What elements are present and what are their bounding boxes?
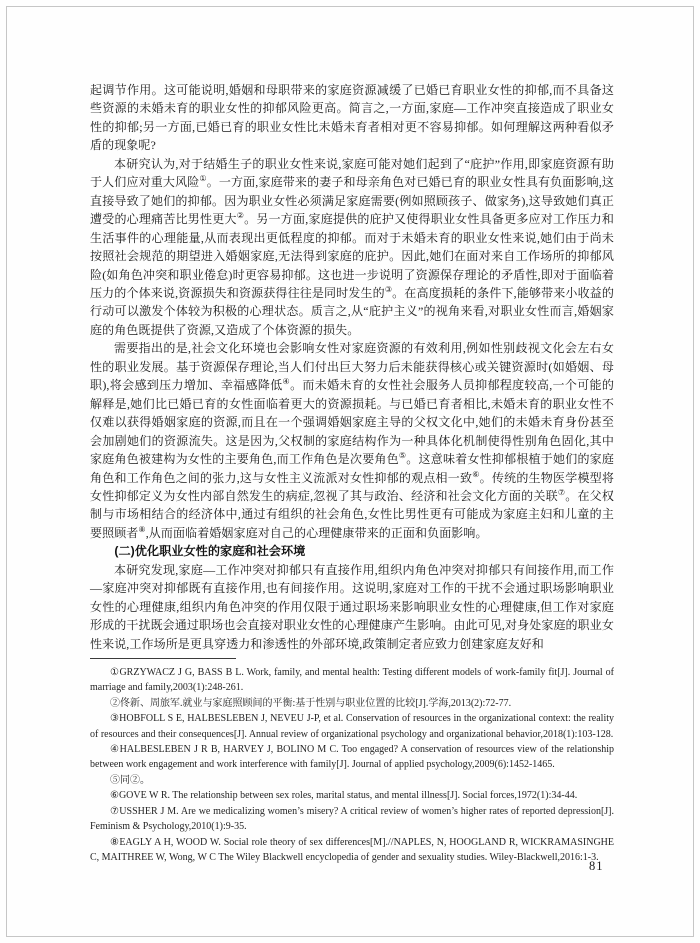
section-heading: (二)优化职业女性的家庭和社会环境 xyxy=(114,544,306,559)
paragraph-findings: 本研究发现,家庭—工作冲突对抑郁只有直接作用,组织内角色冲突对抑郁只有间接作用,而工作—家庭冲突对抑郁既有直接作用,也有间接作用。这说明,家庭对工作的干扰不会通过职场影响职业女性的心理健康,组织内角色冲突的作用仅限于通过职场来影响职业女性的心理健康,但工作对家庭形成的干扰既会通过职场也会直接对职业女性的心理健康产生影响。由此可见,对身处家庭的职业女性来说,工作场所是更具穿透力和渗透性的外部环境,政策制定者应致力创建家庭友好和 xyxy=(90,562,614,651)
page-number: 81 xyxy=(589,859,604,873)
footnote-7: ⑦USSHER J M. Are we medicalizing women’s misery? A critical review of women’s higher rates of reported depression[J]. Feminism & Psychology,2010(1):9-35. xyxy=(90,805,614,833)
paragraph-continuation: 起调节作用。这可能说明,婚姻和母职带来的家庭资源减缓了已婚已育职业女性的抑郁,而不具备这些资源的未婚未育的职业女性的抑郁风险更高。简言之,一方面,家庭—工作冲突直接造成了职业女性的抑郁;另一方面,已婚已育的职业女性比未婚未育者相对更不容易抑郁。如何理解这两种看似矛盾的现象呢? xyxy=(90,83,614,153)
footnote-separator-rule xyxy=(90,658,236,659)
footnote-6: ⑥GOVE W R. The relationship between sex roles, marital status, and mental illness[J]. Social forces,1972(1):34-44. xyxy=(110,790,578,802)
footnote-4: ④HALBESLEBEN J R B, HARVEY J, BOLINO M C. Too engaged? A conservation of resources view of the relationship between work engagement and work interference with family[J]. Journal of applied psychology,2009(6):1452-1465. xyxy=(90,744,614,771)
footnote-8: ⑧EAGLY A H, WOOD W. Social role theory of sex differences[M].//NAPLES, N, HOOGLAND R, WICKRAMASINGHE C, MAITHREE W, Wong, W C The Wiley Blackwell encyclopedia of gender and sexuality studies. Wiley-Blackwell,2016:1-3. xyxy=(90,836,614,863)
footnotes-section xyxy=(90,665,614,865)
paragraph-sheltering-effect: 本研究认为,对于结婚生子的职业女性来说,家庭可能对她们起到了“庇护”作用,即家庭资源有助于人们应对重大风险①。一方面,家庭带来的妻子和母亲角色对已婚已育的职业女性具有负面影响,这直接导致了她们的抑郁。因为职业女性必须满足家庭需要(例如照顾孩子、做家务),这导致她们真正遭受的心理痛苦比男性更大②。另一方面,家庭提供的庇护又使得职业女性具备更多应对工作压力和生活事件的心理能量,从而表现出更低程度的抑郁。而对于未婚未育的职业女性来说,她们由于尚未按照社会规范的期望进入婚姻家庭,无法得到家庭的庇护。因此,她们在面对来自工作场所的抑郁风险(如角色冲突和职业倦怠)时更容易抑郁。这也进一步说明了资源保存理论的矛盾性,即对于面临着压力的个体来说,资源损失和资源获得往往是同时发生的③。在高度损耗的条件下,能够带来小收益的行动可以激发个体较为积极的心理状态。质言之,从“庇护主义”的视角来看,对职业女性而言,婚姻家庭的角色既提供了资源,又造成了个体资源的损失。 xyxy=(90,156,614,337)
footnote-3: ③HOBFOLL S E, HALBESLEBEN J, NEVEU J-P, et al. Conservation of resources in the organizational context: the reality of resources and their consequences[J]. Annual review of organizational psychology and organizational behavior,2018(1):103-128. xyxy=(90,713,614,740)
footnote-2: ②佟新、周旅军.就业与家庭照顾间的平衡:基于性别与职业位置的比较[J].学海,2013(2):72-77. xyxy=(110,697,512,709)
footnote-5: ⑤同②。 xyxy=(110,774,150,786)
page-content xyxy=(90,81,614,865)
footnote-1: ①GRZYWACZ J G, BASS B L. Work, family, and mental health: Testing different models of work-family fit[J]. Journal of marriage and family,2003(1):248-261. xyxy=(90,667,614,694)
paragraph-sociocultural-environment: 需要指出的是,社会文化环境也会影响女性对家庭资源的有效利用,例如性别歧视文化会左右女性的职业发展。基于资源保存理论,当人们付出巨大努力后未能获得核心或关键资源时(如婚姻、母职),将会感到压力增加、幸福感降低④。而未婚未育的女性社会服务人员抑郁程度较高,一个可能的解释是,她们比已婚已育的女性面临着更大的资源损耗。与已婚已育者相比,未婚未育的职业女性不仅难以获得婚姻家庭的资源,而且在一个强调婚姻家庭主导的父权文化中,她们的未婚未育身份甚至会加剧她们的资源流失。这是因为,父权制的家庭结构作为一种具体化机制使得性别角色固化,其中家庭角色被建构为女性的主要角色,而工作角色是次要角色⑤。这意味着女性抑郁根植于她们的家庭角色和工作角色之间的张力,这与女性主义流派对女性抑郁的观点相一致⑥。传统的生物医学模型将女性抑郁定义为女性内部自然发生的病症,忽视了其与政治、经济和社会文化方面的关联⑦。在父权制与市场相结合的经济体中,通过有组织的社会角色,女性比男性更有可能成为家庭主妇和儿童的主要照顾者⑧,从而面临着婚姻家庭对自己的心理健康带来的正面和负面影响。 xyxy=(90,341,615,540)
